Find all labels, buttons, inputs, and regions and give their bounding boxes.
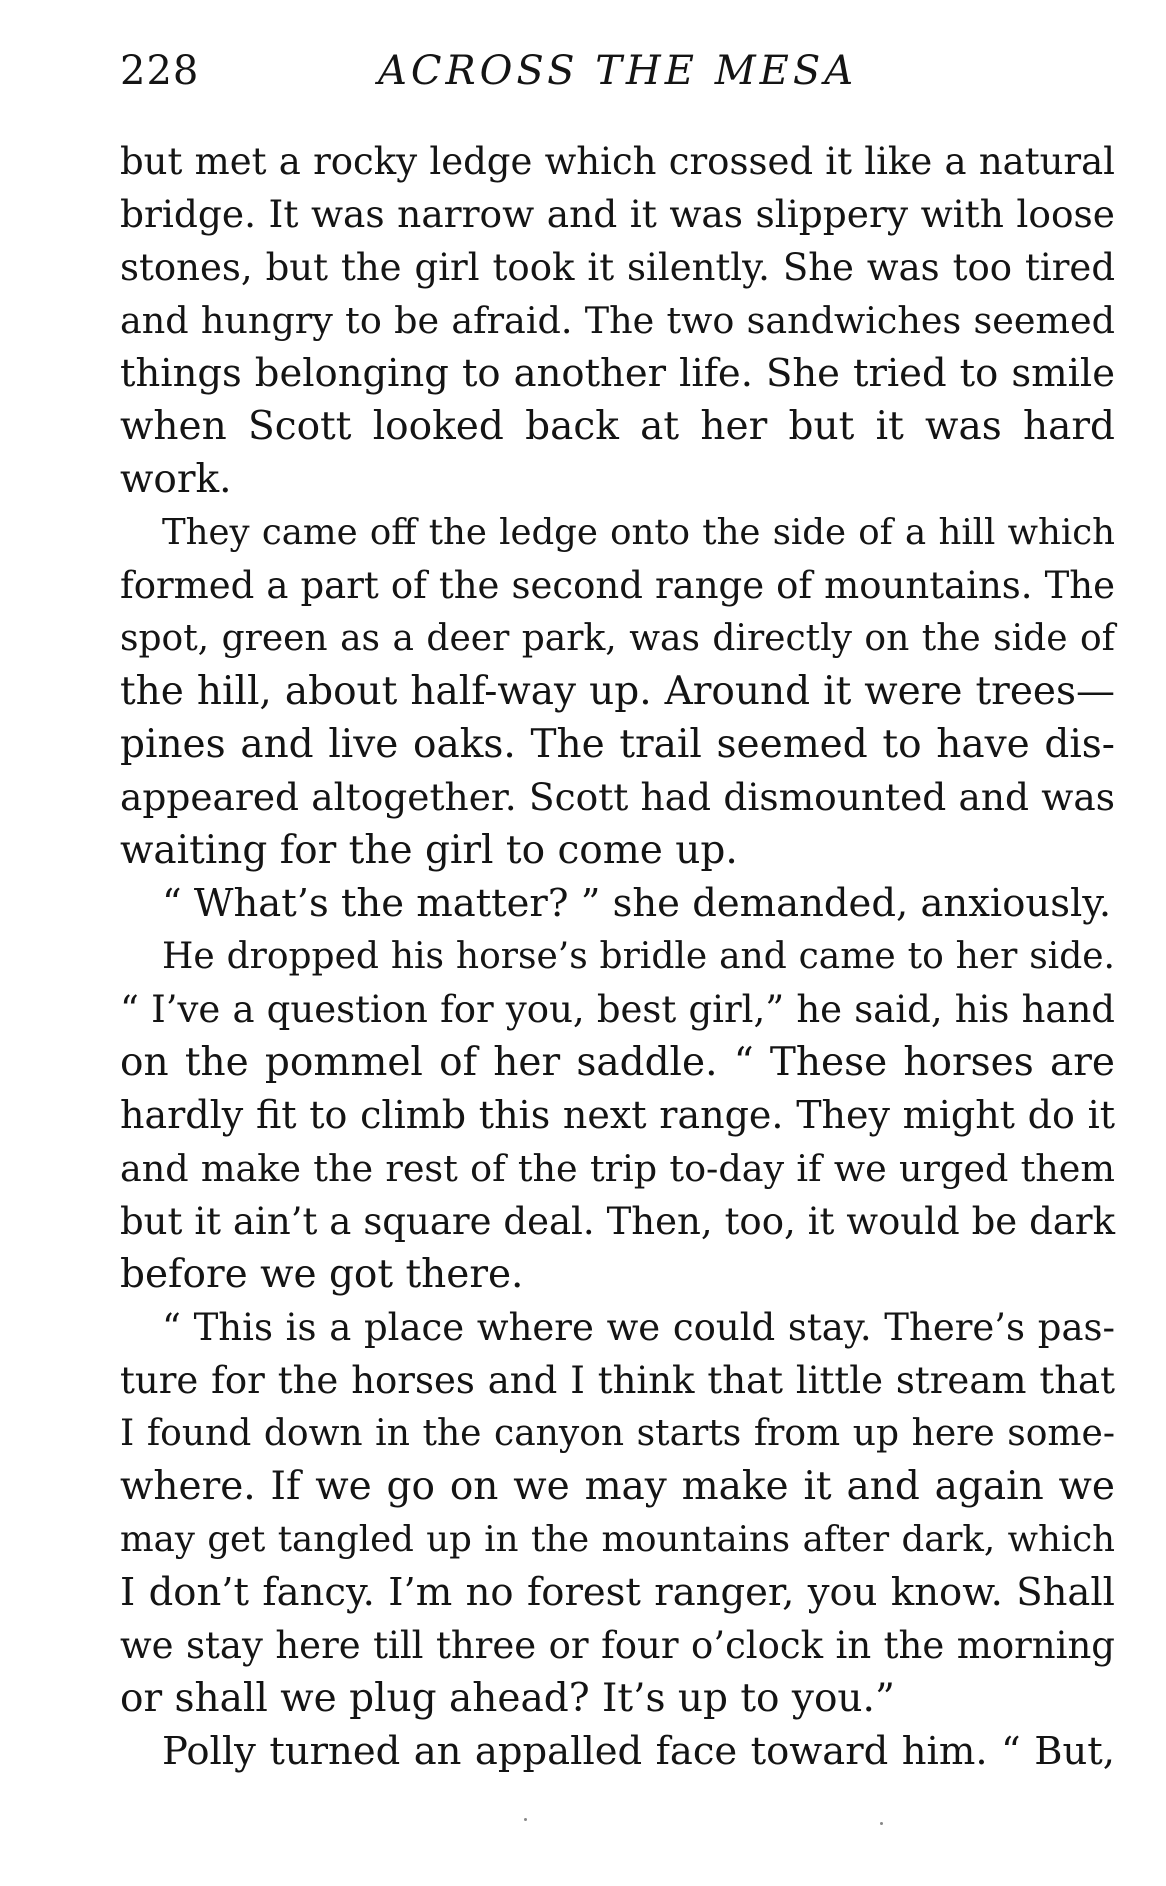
text-line: Polly turned an appalled face toward him. “ But, xyxy=(162,1729,1115,1774)
running-head xyxy=(120,48,1120,108)
text-line: waiting for the girl to come up. xyxy=(120,828,738,873)
text-line: when Scott looked back at her but it was hard xyxy=(120,404,1115,449)
text-line: They came off the ledge onto the side of a hill which xyxy=(162,512,1115,553)
text-line: things belonging to another life. She tried to smile xyxy=(120,351,1115,396)
text-line: pines and live oaks. The trail seemed to have dis- xyxy=(120,722,1115,767)
text-line: “ I’ve a question for you, best girl,” he said, his hand xyxy=(120,988,1115,1031)
text-line: on the pommel of her saddle. “ These horses are xyxy=(120,1040,1115,1085)
text-line: or shall we plug ahead? It’s up to you.” xyxy=(120,1676,895,1721)
text-line: spot, green as a deer park, was directly on the side of xyxy=(120,618,1115,659)
text-line: “ What’s the matter? ” she demanded, anxiously. xyxy=(162,881,1112,926)
text-line: ture for the horses and I think that little stream that xyxy=(120,1359,1115,1402)
text-line: but it ain’t a square deal. Then, too, it would be dark xyxy=(120,1200,1115,1243)
text-line: hardly fit to climb this next range. They might do it xyxy=(120,1093,1115,1137)
body-text xyxy=(120,135,1115,1778)
text-line: where. If we go on we may make it and again we xyxy=(120,1464,1115,1509)
page-number: 228 xyxy=(120,48,200,94)
text-line: before we got there. xyxy=(120,1252,524,1297)
text-line: and make the rest of the trip to-day if we urged them xyxy=(120,1147,1115,1190)
text-line: the hill, about half-way up. Around it were trees— xyxy=(120,669,1115,714)
text-line: work. xyxy=(120,457,232,502)
text-line: formed a part of the second range of mountains. The xyxy=(120,564,1115,607)
text-line: bridge. It was narrow and it was slippery with loose xyxy=(120,192,1115,236)
text-line: I found down in the canyon starts from up here some- xyxy=(120,1413,1115,1454)
text-line: I don’t fancy. I’m no forest ranger, you know. Shall xyxy=(120,1570,1115,1615)
text-line: He dropped his horse’s bridle and came to her side. xyxy=(162,936,1115,977)
text-line: “ This is a place where we could stay. There’s pas- xyxy=(162,1306,1115,1349)
running-title: ACROSS THE MESA xyxy=(378,48,858,94)
text-line: appeared altogether. Scott had dismounted and was xyxy=(120,775,1115,819)
text-line: but met a rocky ledge which crossed it like a natural xyxy=(120,140,1115,183)
speck-mark xyxy=(880,1822,883,1825)
text-line: we stay here till three or four o’clock in the morning xyxy=(120,1624,1115,1667)
speck-mark xyxy=(524,1818,527,1821)
text-line: and hungry to be afraid. The two sandwiches seemed xyxy=(120,299,1115,342)
text-line: stones, but the girl took it silently. She was too tired xyxy=(120,246,1115,289)
text-line: may get tangled up in the mountains after dark, which xyxy=(120,1519,1115,1560)
